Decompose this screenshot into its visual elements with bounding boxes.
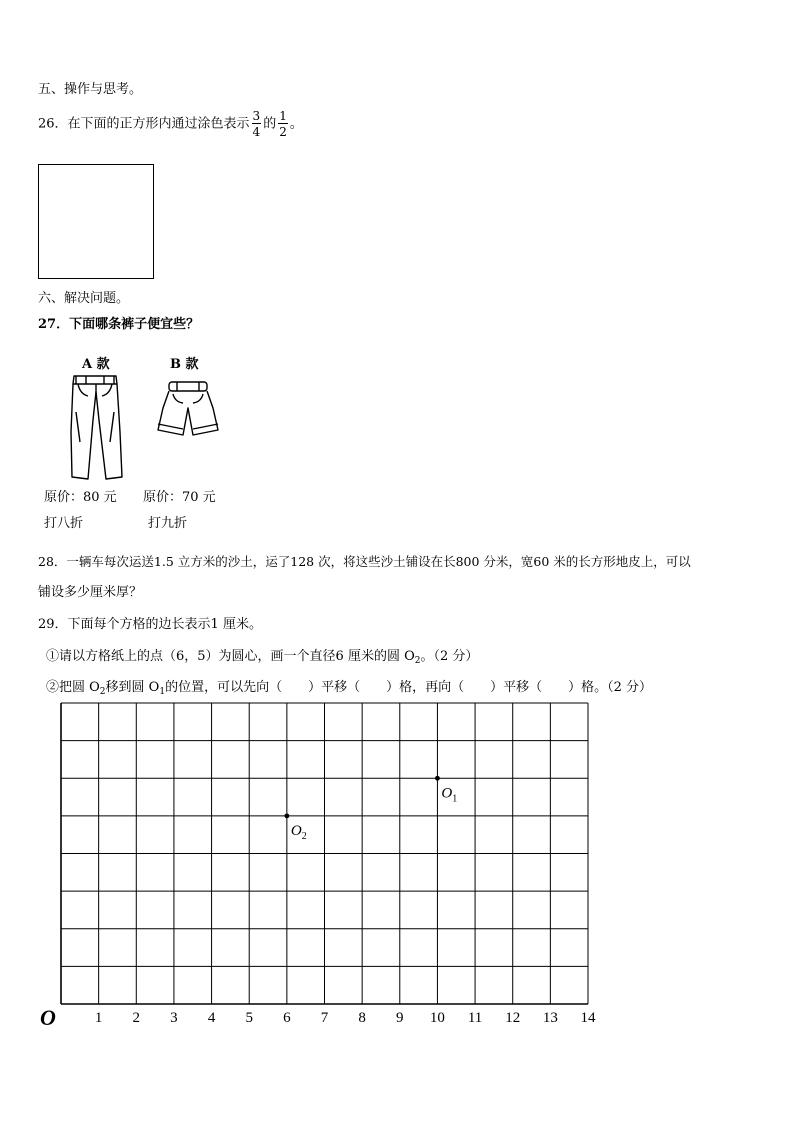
point-o1 (435, 776, 440, 781)
pants-b-label: B 款 (170, 357, 199, 372)
x-tick-label: 10 (429, 1010, 445, 1026)
x-tick-label: 9 (396, 1010, 404, 1026)
q26-mid: 的 (263, 116, 277, 132)
question-28-line1: 28．一辆车每次运送1.5 立方米的沙土，运了128 次，将这些沙土铺设在长800 分米，宽60 米的长方形地皮上，可以 (38, 554, 691, 569)
x-tick-label: 3 (170, 1010, 178, 1026)
pants-b-discount: 打九折 (148, 516, 188, 531)
fraction-half: $\frac{1}{2}$ (279, 109, 287, 139)
x-tick-label: 12 (505, 1010, 521, 1026)
x-tick-label: 5 (245, 1010, 253, 1026)
question-27: 27．下面哪条裤子便宜些？ (38, 317, 200, 332)
x-tick-label: 2 (132, 1010, 141, 1026)
section-title-5: 五、操作与思考。 (38, 82, 143, 97)
pants-b-price: 原价：70 元 (143, 490, 216, 505)
x-tick-label: 13 (542, 1010, 558, 1026)
origin-label: O (40, 1005, 56, 1030)
question-29: 29．下面每个方格的边长表示1 厘米。 (38, 617, 262, 632)
x-tick-label: 11 (467, 1010, 483, 1026)
question-28-line2: 铺设多少厘米厚？ (38, 585, 143, 600)
q26-text: 26．在下面的正方形内通过涂色表示 (38, 116, 250, 132)
pants-a-label: A 款 (82, 357, 110, 372)
question-29-part2: ②把圆 $O_2$移到圆 $O_1$的位置，可以先向（ ）平移（ ）格，再向（ ）平移（ ）格。（2 分） (46, 680, 652, 697)
x-tick-label: 6 (283, 1010, 291, 1026)
x-tick-label: 4 (207, 1010, 216, 1026)
x-tick-label: 14 (580, 1010, 596, 1026)
question-29-part1: ①请以方格纸上的点（6，5）为圆心，画一个直径6 厘米的圆 $O_2$。（2 分） (46, 649, 479, 666)
point-o2 (284, 813, 289, 818)
point-label: $O_1$ (441, 785, 458, 805)
x-tick-label: 8 (358, 1010, 366, 1026)
q26-suffix: 。 (289, 116, 303, 132)
pants-a-discount: 打八折 (44, 516, 84, 531)
pants-a-price: 原价：80 元 (44, 490, 117, 505)
x-tick-label: 7 (320, 1010, 329, 1026)
x-tick-label: 1 (94, 1010, 103, 1026)
point-label: $O_2$ (290, 822, 307, 842)
fraction-three-quarters: $\frac{3}{4}$ (252, 109, 261, 139)
section-title-6: 六、解决问题。 (38, 291, 130, 306)
